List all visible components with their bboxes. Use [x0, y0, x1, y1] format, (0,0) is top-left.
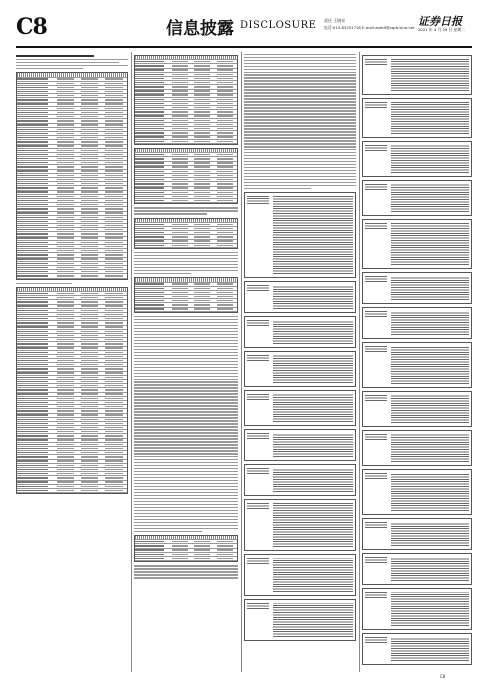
text-line — [244, 128, 356, 129]
text-line — [134, 264, 238, 265]
text-line — [134, 519, 238, 520]
text-line — [134, 456, 238, 457]
disclosure-table — [362, 180, 472, 216]
text-line — [134, 513, 238, 514]
text-line — [244, 110, 356, 111]
text-line — [134, 483, 238, 484]
text-line — [244, 158, 356, 159]
text-line — [244, 69, 356, 70]
text-line — [244, 182, 356, 183]
text-line — [134, 417, 238, 418]
text-line — [134, 331, 238, 332]
text-line — [134, 423, 238, 424]
text-line — [16, 283, 72, 284]
text-line — [134, 319, 238, 320]
text-line — [244, 122, 356, 123]
text-line — [134, 480, 238, 481]
text-line — [134, 531, 202, 532]
text-line — [134, 367, 238, 368]
text-line — [244, 95, 356, 96]
text-line — [244, 146, 356, 147]
disclosure-table — [362, 588, 472, 630]
text-line — [134, 459, 238, 460]
text-line — [134, 486, 238, 487]
text-line — [134, 379, 238, 380]
text-line — [16, 65, 128, 66]
text-line — [244, 155, 356, 156]
text-line — [134, 420, 238, 421]
text-line — [134, 207, 238, 208]
text-heading — [16, 55, 94, 57]
text-line — [134, 322, 238, 323]
text-line — [134, 492, 238, 493]
section-title-en: DISCLOSURE — [240, 20, 317, 31]
text-line — [244, 176, 356, 177]
table-row — [135, 308, 237, 312]
text-line — [244, 188, 311, 189]
text-line — [244, 107, 356, 108]
table-row — [135, 199, 237, 203]
text-line — [244, 164, 356, 165]
text-line — [134, 273, 191, 274]
disclosure-table — [362, 98, 472, 138]
text-line — [134, 390, 238, 391]
text-line — [244, 74, 356, 75]
text-line — [134, 258, 238, 259]
disclosure-table — [244, 316, 356, 348]
newspaper-logo: 证券日报 — [418, 15, 462, 28]
text-line — [244, 60, 356, 61]
disclosure-table — [244, 429, 356, 461]
disclosure-table — [362, 342, 472, 388]
text-line — [134, 387, 238, 388]
text-line — [16, 59, 128, 60]
text-line — [134, 402, 238, 403]
text-line — [244, 92, 356, 93]
disclosure-table — [362, 469, 472, 515]
text-line — [134, 337, 238, 338]
financial-table — [134, 55, 238, 145]
text-line — [134, 498, 238, 499]
column-1 — [16, 52, 128, 672]
column-2 — [134, 52, 238, 672]
text-line — [134, 577, 238, 578]
page-footer: C8 — [440, 674, 446, 679]
disclosure-table — [244, 499, 356, 551]
text-line — [134, 252, 238, 253]
text-line — [134, 414, 238, 415]
text-line — [134, 510, 238, 511]
text-line — [134, 370, 238, 371]
text-line — [134, 574, 238, 575]
disclosure-table — [362, 307, 472, 339]
text-line — [134, 447, 238, 448]
column-divider — [131, 52, 132, 672]
text-line — [244, 66, 356, 67]
text-line — [134, 270, 238, 271]
text-line — [134, 346, 238, 347]
text-line — [134, 435, 238, 436]
text-line — [244, 83, 356, 84]
text-line — [134, 334, 238, 335]
issue-date: 2021 年 4 月 29 日 星期二 — [418, 27, 465, 32]
text-line — [134, 516, 238, 517]
column-4 — [362, 52, 472, 672]
disclosure-table — [362, 391, 472, 427]
text-line — [244, 173, 356, 174]
text-line — [134, 432, 238, 433]
text-line — [134, 213, 207, 214]
text-line — [134, 522, 238, 523]
text-line — [134, 355, 238, 356]
text-line — [134, 381, 238, 382]
text-line — [244, 72, 356, 73]
text-line — [134, 411, 238, 412]
table-row — [135, 244, 237, 248]
text-line — [244, 125, 356, 126]
text-line — [244, 161, 356, 162]
text-line — [134, 468, 238, 469]
disclosure-table — [362, 518, 472, 550]
text-line — [134, 393, 238, 394]
text-line — [244, 116, 356, 117]
text-line — [134, 358, 238, 359]
text-line — [244, 140, 356, 141]
text-line — [244, 63, 356, 64]
text-line — [134, 501, 238, 502]
text-line — [134, 376, 238, 377]
text-line — [134, 399, 238, 400]
text-line — [244, 131, 356, 132]
table-row — [135, 557, 237, 561]
text-line — [244, 98, 356, 99]
section-title: 信息披露 — [166, 19, 234, 39]
text-line — [244, 86, 356, 87]
text-line — [134, 267, 238, 268]
text-line — [134, 408, 238, 409]
text-line — [244, 113, 356, 114]
text-line — [134, 571, 238, 572]
financial-table — [134, 535, 238, 562]
text-line — [134, 477, 238, 478]
column-divider — [241, 52, 242, 672]
financial-table — [134, 277, 238, 313]
text-line — [244, 119, 356, 120]
text-line — [244, 104, 356, 105]
page-number: C8 — [16, 14, 47, 40]
text-line — [244, 185, 356, 186]
column-divider — [359, 52, 360, 672]
financial-table — [134, 218, 238, 249]
text-line — [134, 441, 238, 442]
text-line — [134, 361, 238, 362]
text-line — [244, 170, 356, 171]
text-line — [244, 134, 356, 135]
text-line — [134, 405, 238, 406]
text-line — [134, 444, 238, 445]
text-line — [134, 429, 238, 430]
text-line — [134, 471, 238, 472]
text-line — [244, 137, 356, 138]
text-line — [134, 525, 238, 526]
text-line — [134, 325, 238, 326]
text-line — [244, 143, 356, 144]
text-line — [134, 261, 238, 262]
text-line — [134, 396, 238, 397]
text-line — [134, 340, 238, 341]
text-line — [244, 149, 356, 150]
text-line — [134, 352, 238, 353]
text-line — [244, 57, 356, 58]
text-line — [16, 62, 119, 63]
disclosure-table — [362, 219, 472, 269]
editors-line: 责任 王晓亮 — [324, 18, 346, 23]
text-line — [134, 255, 238, 256]
disclosure-table — [362, 430, 472, 466]
disclosure-table — [362, 55, 472, 95]
text-line — [134, 349, 238, 350]
disclosure-table — [362, 553, 472, 585]
disclosure-table — [244, 281, 356, 313]
disclosure-table — [244, 464, 356, 496]
text-line — [134, 453, 238, 454]
text-line — [244, 80, 356, 81]
header-rule — [16, 46, 472, 48]
disclosure-table — [244, 351, 356, 387]
text-line — [134, 426, 238, 427]
disclosure-table — [244, 390, 356, 426]
text-line — [134, 565, 238, 566]
text-line — [134, 474, 238, 475]
disclosure-table — [362, 272, 472, 304]
text-line — [134, 495, 238, 496]
text-line — [134, 489, 238, 490]
text-line — [244, 152, 356, 153]
table-row — [17, 274, 127, 278]
column-3 — [244, 52, 356, 672]
financial-table — [16, 72, 128, 279]
disclosure-table — [362, 633, 472, 665]
text-line — [244, 54, 356, 55]
text-line — [134, 210, 238, 211]
text-line — [134, 568, 238, 569]
disclosure-table — [244, 192, 356, 278]
contact-line: 电话:010-83251716 E-mail:zqrb9@zqrb.sina.net — [324, 25, 415, 30]
text-line — [134, 465, 238, 466]
text-line — [134, 528, 238, 529]
financial-table — [16, 287, 128, 494]
text-line — [244, 89, 356, 90]
text-line — [134, 450, 238, 451]
page-header — [16, 14, 472, 44]
text-line — [134, 343, 238, 344]
table-row — [17, 489, 127, 493]
text-line — [16, 68, 83, 69]
text-line — [134, 504, 238, 505]
text-line — [134, 507, 238, 508]
text-line — [134, 328, 238, 329]
text-line — [244, 77, 356, 78]
table-row — [135, 140, 237, 144]
disclosure-table — [244, 554, 356, 596]
text-line — [134, 438, 238, 439]
text-line — [244, 101, 356, 102]
disclosure-table — [244, 599, 356, 641]
text-line — [134, 364, 238, 365]
text-line — [134, 384, 238, 385]
text-line — [134, 462, 238, 463]
financial-table — [134, 148, 238, 204]
text-line — [134, 373, 238, 374]
text-line — [244, 167, 356, 168]
text-line — [134, 316, 238, 317]
text-line — [244, 179, 356, 180]
disclosure-table — [362, 141, 472, 177]
